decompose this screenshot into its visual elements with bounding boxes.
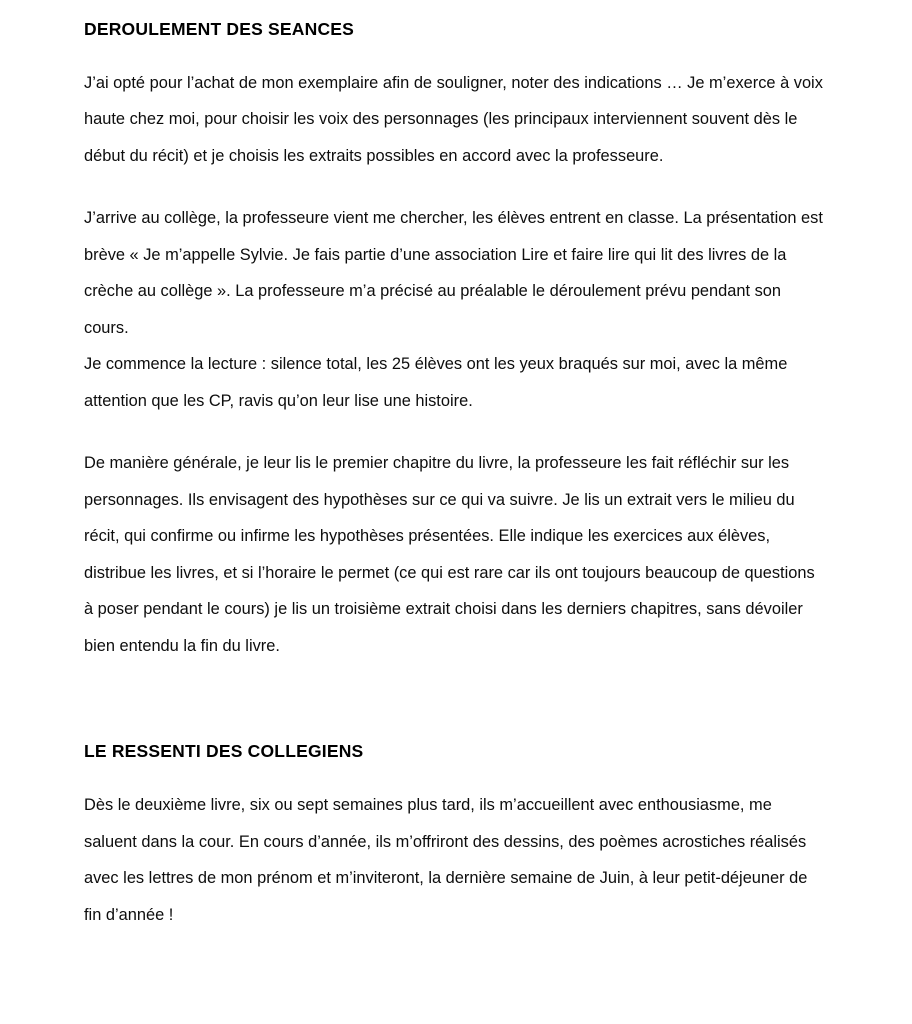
- paragraph-ressenti-accueil: Dès le deuxième livre, six ou sept semaines plus tard, ils m’accueillent avec enthousiasme, me saluent dans la cour. En cours d’année, ils m’offriront des dessins, des poèmes acrostiches réalisés avec les lettres de mon prénom et m’inviteront, la dernière semaine de Juin, à leur petit-déjeuner de fin d’année !: [84, 796, 808, 924]
- section-heading-le-ressenti-des-collegiens: LE RESSENTI DES COLLEGIENS: [84, 741, 364, 762]
- spacer: [84, 763, 828, 787]
- spacer: [84, 41, 828, 65]
- paragraph-seances-debut-lecture: Je commence la lecture : silence total, les 25 élèves ont les yeux braqués sur moi, avec la même attention que les CP, ravis qu’on leur lise une histoire.: [84, 355, 788, 410]
- document-body: [84, 18, 828, 933]
- paragraph-seances-arrivee-college: J’arrive au collège, la professeure vient me chercher, les élèves entrent en classe. La présentation est brève « Je m’appelle Sylvie. Je fais partie d’une association Lire et faire lire qui lit des livres de la crèche au collège ». La professeure m’a précisé au préalable le déroulement prévu pendant son cours.: [84, 209, 823, 337]
- spacer: [84, 419, 828, 445]
- spacer: [84, 174, 828, 200]
- spacer: [84, 664, 828, 740]
- paragraph-seances-deroulement-general: De manière générale, je leur lis le premier chapitre du livre, la professeure les fait réfléchir sur les personnages. Ils envisagent des hypothèses sur ce qui va suivre. Je lis un extrait vers le milieu du récit, qui confirme ou infirme les hypothèses présentées. Elle indique les exercices aux élèves, distribue les livres, et si l’horaire le permet (ce qui est rare car ils ont toujours beaucoup de questions à poser pendant le cours) je lis un troisième extrait choisi dans les derniers chapitres, sans dévoiler bien entendu la fin du livre.: [84, 454, 815, 655]
- section-heading-deroulement-des-seances: DEROULEMENT DES SEANCES: [84, 19, 355, 39]
- paragraph-seances-preparation: J’ai opté pour l’achat de mon exemplaire afin de souligner, noter des indications … Je m’exerce à voix haute chez moi, pour choisir les voix des personnages (les principaux interviennent souvent dès le début du récit) et je choisis les extraits possibles en accord avec la professeure.: [84, 73, 823, 165]
